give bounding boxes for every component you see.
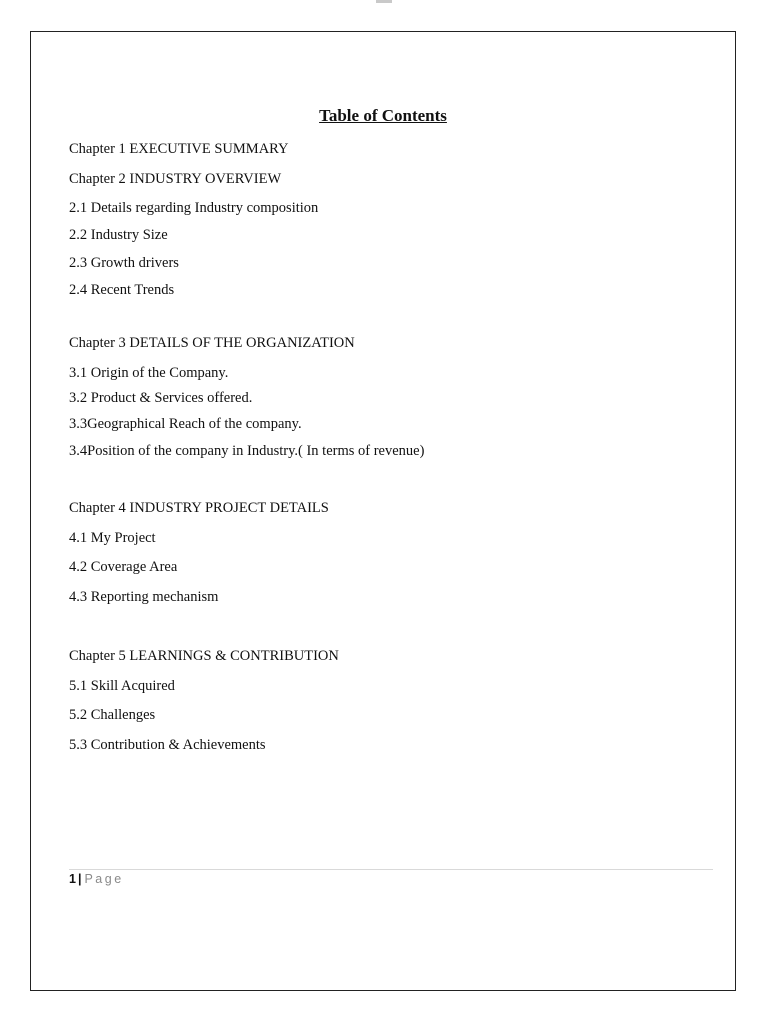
- toc-entry-chapter-4: Chapter 4 INDUSTRY PROJECT DETAILS: [69, 500, 329, 516]
- page-footer: [69, 871, 124, 887]
- toc-entry-5-3: 5.3 Contribution & Achievements: [69, 737, 266, 753]
- toc-entry-3-2: 3.2 Product & Services offered.: [69, 390, 253, 406]
- toc-entry-3-3: 3.3Geographical Reach of the company.: [69, 416, 302, 432]
- toc-entry-4-1: 4.1 My Project: [69, 530, 156, 546]
- page-label: Page: [84, 872, 124, 886]
- toc-entry-2-3: 2.3 Growth drivers: [69, 255, 179, 271]
- toc-title: Table of Contents: [319, 106, 447, 125]
- footer-separator: |: [77, 872, 82, 886]
- toc-entry-chapter-1: Chapter 1 EXECUTIVE SUMMARY: [69, 141, 289, 157]
- toc-entry-2-2: 2.2 Industry Size: [69, 227, 168, 243]
- footer-rule: [69, 869, 713, 870]
- toc-entry-2-1: 2.1 Details regarding Industry composition: [69, 200, 319, 216]
- toc-entry-chapter-2: Chapter 2 INDUSTRY OVERVIEW: [69, 171, 282, 187]
- page-number: 1: [69, 872, 76, 886]
- toc-entry-4-2: 4.2 Coverage Area: [69, 559, 178, 575]
- document-page: [30, 31, 736, 991]
- toc-entry-3-4: 3.4Position of the company in Industry.( In terms of revenue): [69, 443, 425, 459]
- toc-entry-4-3: 4.3 Reporting mechanism: [69, 589, 219, 605]
- toc-entry-chapter-5: Chapter 5 LEARNINGS & CONTRIBUTION: [69, 648, 339, 664]
- toc-entry-2-4: 2.4 Recent Trends: [69, 282, 175, 298]
- toc-entry-chapter-3: Chapter 3 DETAILS OF THE ORGANIZATION: [69, 335, 355, 351]
- toc-entry-5-1: 5.1 Skill Acquired: [69, 678, 175, 694]
- top-edge-mark: [376, 0, 392, 3]
- toc-entry-5-2: 5.2 Challenges: [69, 707, 156, 723]
- toc-entry-3-1: 3.1 Origin of the Company.: [69, 365, 229, 381]
